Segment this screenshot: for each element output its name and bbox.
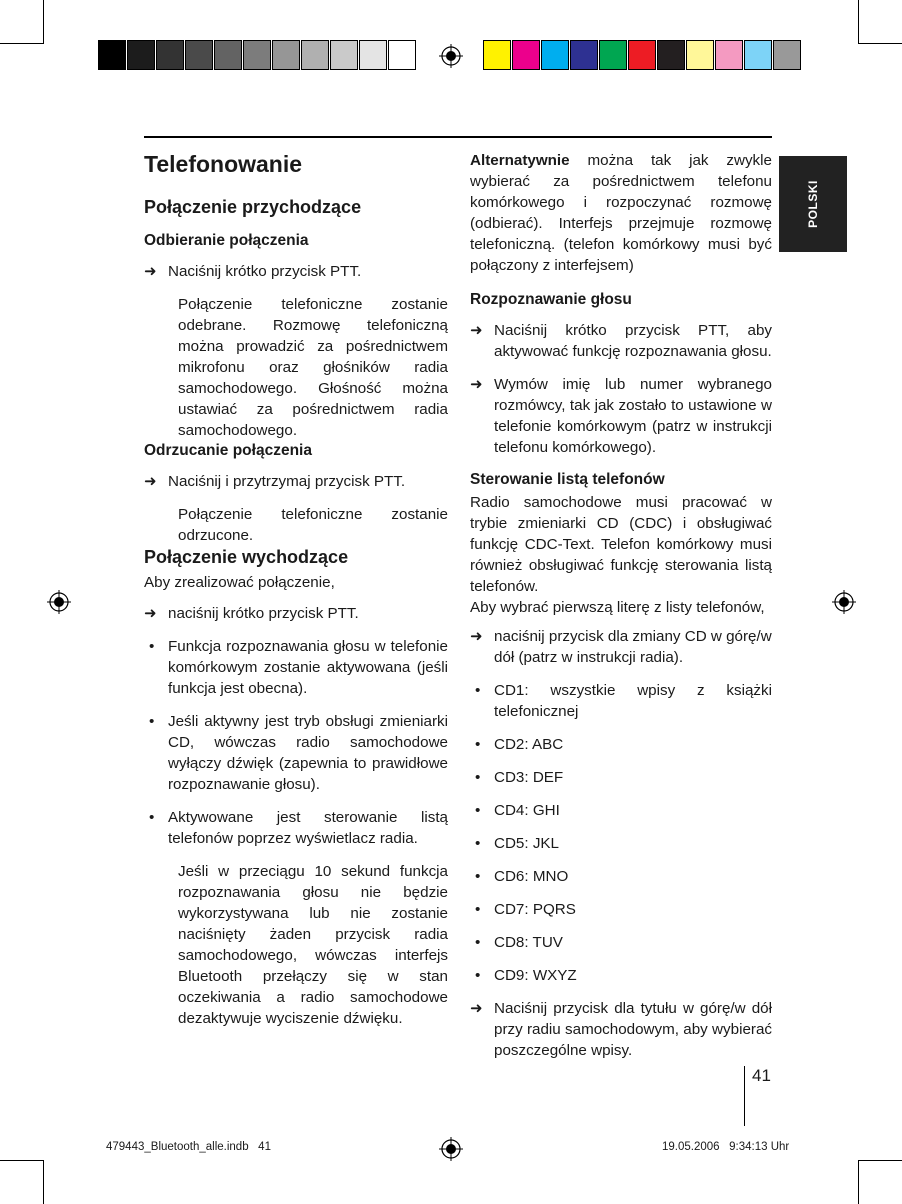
cd-list-item xyxy=(470,800,772,821)
answer-step xyxy=(144,261,448,282)
cd-list-item xyxy=(470,833,772,854)
cd-list-item-text: CD3: DEF xyxy=(494,769,564,786)
cd-list-item-text: CD1: wszystkie wpisy z książki telefonicznej xyxy=(494,682,772,720)
color-bar xyxy=(483,40,802,72)
reject-note: Połączenie telefoniczne zostanie odrzucone. xyxy=(178,506,448,544)
bullet-icon: • xyxy=(475,835,481,852)
bullet-text: Jeśli aktywny jest tryb obsługi zmieniarki CD, wówczas radio samochodowe wyłączy dźwięk (zapewnia to prawidłowe rozpoznawanie głosu). xyxy=(168,713,448,793)
cd-list-item-text: CD2: ABC xyxy=(494,736,564,753)
alternative-text: można tak jak zwykle wybierać za pośrednictwem telefonu komórkowego i rozpoczynać rozmowę (odbierać). Interfejs przejmuje rozmowę telefoniczną. (telefon komórkowy musi być połączony z interfejsem) xyxy=(470,152,772,274)
page-number-divider xyxy=(744,1066,745,1126)
footer-file: 479443_Bluetooth_alle.indb 41 xyxy=(106,1141,271,1153)
outgoing-intro: Aby zrealizować połączenie, xyxy=(144,574,335,591)
header-rule xyxy=(144,136,772,138)
voice-step xyxy=(470,374,772,458)
voice-step-text: Wymów imię lub numer wybranego rozmówcy, tak jak zostało to ustawione w telefonie komórkowym (patrz w instrukcji telefonu komórkowego). xyxy=(494,376,772,456)
crop-mark xyxy=(858,1160,859,1204)
crop-mark xyxy=(858,1160,902,1161)
answer-note: Połączenie telefoniczne zostanie odebrane. Rozmowę telefoniczną można prowadzić za pośrednictwem mikrofonu oraz głośników radia samochodowego. Głośność można ustawiać za pośrednictwem radia samochodowego. xyxy=(178,296,448,439)
crop-mark xyxy=(43,0,44,44)
color-swatch xyxy=(512,40,540,70)
bullet-item xyxy=(144,636,448,699)
color-swatch xyxy=(570,40,598,70)
page-number: 41 xyxy=(752,1066,771,1085)
cd-list-item xyxy=(470,965,772,986)
color-swatch xyxy=(686,40,714,70)
arrow-icon: ➜ xyxy=(470,1000,483,1017)
page-title: Telefonowanie xyxy=(144,151,303,177)
list-step-text: naciśnij przycisk dla zmiany CD w górę/w dół (patrz w instrukcji radia). xyxy=(494,628,772,666)
cd-list-item-text: CD9: WXYZ xyxy=(494,967,577,984)
registration-mark-icon xyxy=(439,44,463,68)
bullet-icon: • xyxy=(475,682,481,699)
voice-step xyxy=(470,320,772,362)
outgoing-step-text: naciśnij krótko przycisk PTT. xyxy=(168,605,359,622)
cd-list-item-text: CD6: MNO xyxy=(494,868,569,885)
crop-mark xyxy=(0,43,44,44)
cd-list-item xyxy=(470,734,772,755)
color-swatch xyxy=(301,40,329,70)
bullet-icon: • xyxy=(475,934,481,951)
timeout-note: Jeśli w przeciągu 10 sekund funkcja rozpoznawania głosu nie będzie wykorzystywana lub nie zostanie naciśnięty żaden przycisk radia samochodowego, wówczas interfejs Bluetooth przełączy się w stan oczekiwania a radio samochodowe dezaktywuje wyciszenie dźwięku. xyxy=(178,863,448,1027)
outgoing-heading: Połączenie wychodzące xyxy=(144,547,349,567)
bullet-icon: • xyxy=(475,769,481,786)
arrow-icon: ➜ xyxy=(144,605,157,622)
bullet-icon: • xyxy=(149,713,155,730)
list-heading: Sterowanie listą telefonów xyxy=(470,471,665,488)
cd-list-item-text: CD8: TUV xyxy=(494,934,563,951)
right-column xyxy=(470,150,772,1073)
color-swatch xyxy=(359,40,387,70)
cd-list-item xyxy=(470,767,772,788)
registration-mark-icon xyxy=(439,1137,463,1161)
arrow-icon: ➜ xyxy=(144,263,157,280)
gray-color-bar xyxy=(98,40,417,72)
final-step xyxy=(470,998,772,1061)
left-column xyxy=(144,150,448,1029)
bullet-icon: • xyxy=(149,638,155,655)
bullet-icon: • xyxy=(475,901,481,918)
color-swatch xyxy=(330,40,358,70)
reject-heading: Odrzucanie połączenia xyxy=(144,442,312,459)
color-swatch xyxy=(127,40,155,70)
crop-mark xyxy=(858,43,902,44)
crop-mark xyxy=(0,1160,44,1161)
answer-step-text: Naciśnij krótko przycisk PTT. xyxy=(168,263,362,280)
language-tab-label: POLSKI xyxy=(806,180,820,228)
cd-list xyxy=(470,680,772,986)
color-swatch xyxy=(272,40,300,70)
bullet-icon: • xyxy=(149,809,155,826)
color-swatch xyxy=(657,40,685,70)
bullet-item xyxy=(144,807,448,849)
color-swatch xyxy=(541,40,569,70)
reject-step xyxy=(144,471,448,492)
cd-list-item-text: CD5: JKL xyxy=(494,835,559,852)
list-text: Radio samochodowe musi pracować w trybie zmieniarki CD (CDC) i obsługiwać funkcję CDC-Text. Telefon komórkowy musi również obsługiwać funkcję sterowania listą telefonów. xyxy=(470,494,772,595)
final-step-text: Naciśnij przycisk dla tytułu w górę/w dół przy radiu samochodowym, aby wybierać poszczególne wpisy. xyxy=(494,1000,772,1059)
registration-mark-icon xyxy=(832,590,856,614)
color-swatch xyxy=(98,40,126,70)
cd-list-item xyxy=(470,680,772,722)
cd-list-item-text: CD7: PQRS xyxy=(494,901,576,918)
crop-mark xyxy=(43,1160,44,1204)
arrow-icon: ➜ xyxy=(470,322,483,339)
arrow-icon: ➜ xyxy=(470,376,483,393)
voice-step-text: Naciśnij krótko przycisk PTT, aby aktywować funkcję rozpoznawania głosu. xyxy=(494,322,772,360)
outgoing-step xyxy=(144,603,448,624)
bullet-icon: • xyxy=(475,868,481,885)
list-step xyxy=(470,626,772,668)
color-swatch xyxy=(715,40,743,70)
color-swatch xyxy=(483,40,511,70)
bullet-text: Aktywowane jest sterowanie listą telefonów poprzez wyświetlacz radia. xyxy=(168,809,448,847)
cd-list-item xyxy=(470,866,772,887)
answer-heading: Odbieranie połączenia xyxy=(144,232,309,249)
language-tab xyxy=(779,156,847,252)
crop-mark xyxy=(858,0,859,44)
bullet-item xyxy=(144,711,448,795)
voice-heading: Rozpoznawanie głosu xyxy=(470,291,632,308)
footer-timestamp: 19.05.2006 9:34:13 Uhr xyxy=(662,1141,790,1153)
color-swatch xyxy=(628,40,656,70)
color-swatch xyxy=(744,40,772,70)
alternative-label: Alternatywnie xyxy=(470,152,570,169)
alternative-paragraph xyxy=(470,150,772,276)
bullet-icon: • xyxy=(475,802,481,819)
reject-step-text: Naciśnij i przytrzymaj przycisk PTT. xyxy=(168,473,406,490)
color-swatch xyxy=(214,40,242,70)
color-swatch xyxy=(156,40,184,70)
cd-list-item xyxy=(470,932,772,953)
bullet-text: Funkcja rozpoznawania głosu w telefonie komórkowym zostanie aktywowana (jeśli funkcja jest obecna). xyxy=(168,638,448,697)
bullet-icon: • xyxy=(475,736,481,753)
arrow-icon: ➜ xyxy=(144,473,157,490)
color-swatch xyxy=(388,40,416,70)
bullet-icon: • xyxy=(475,967,481,984)
color-swatch xyxy=(773,40,801,70)
list-intro: Aby wybrać pierwszą literę z listy telefonów, xyxy=(470,599,765,616)
color-swatch xyxy=(243,40,271,70)
color-swatch xyxy=(185,40,213,70)
arrow-icon: ➜ xyxy=(470,628,483,645)
color-swatch xyxy=(599,40,627,70)
registration-mark-icon xyxy=(47,590,71,614)
cd-list-item-text: CD4: GHI xyxy=(494,802,560,819)
cd-list-item xyxy=(470,899,772,920)
incoming-heading: Połączenie przychodzące xyxy=(144,197,362,217)
